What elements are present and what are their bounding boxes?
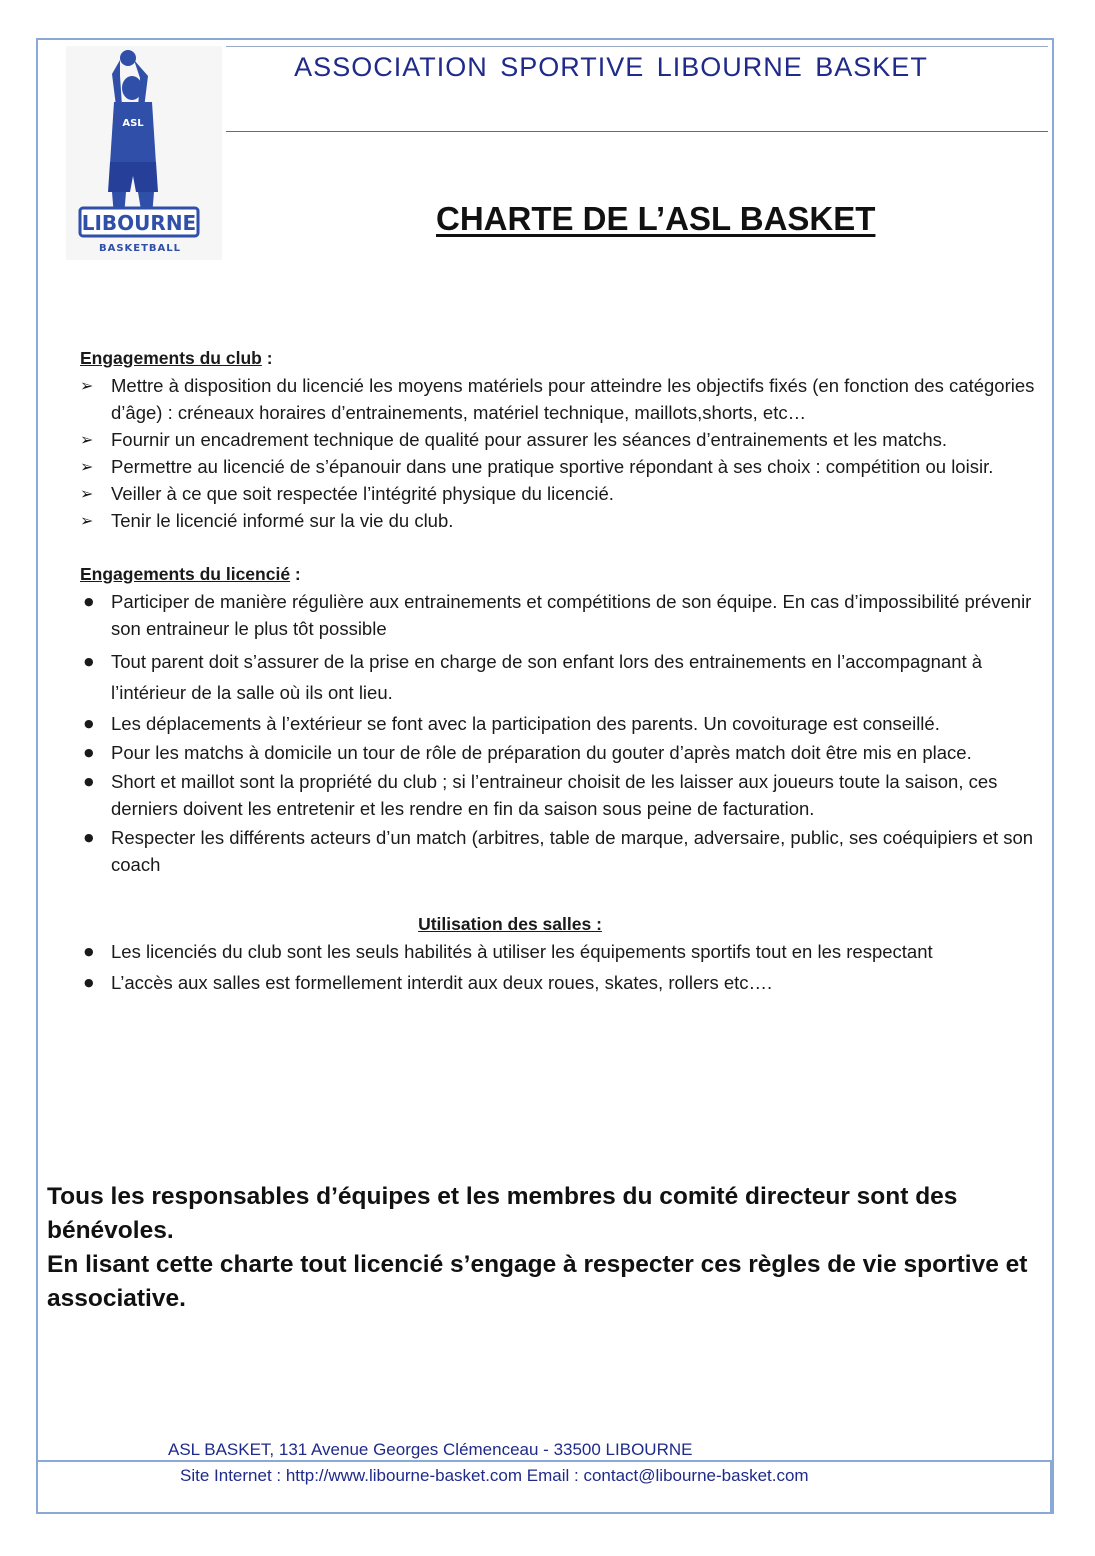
document-title: CHARTE DE L’ASL BASKET (436, 200, 876, 237)
closing-line-volunteers: Tous les responsables d’équipes et les membres du comité directeur sont des bénévoles. (47, 1183, 958, 1244)
member-engagements-heading: Engagements du licencié : (80, 564, 301, 584)
header-rule-bottom (226, 131, 1048, 132)
halls-usage-list (80, 938, 1055, 996)
list-item: ● L’accès aux salles est formellement interdit aux deux roues, skates, rollers etc…. (80, 969, 1055, 996)
association-name: ASSOCIATION SPORTIVE LIBOURNE BASKET (294, 52, 928, 82)
closing-statement (47, 1180, 1047, 1316)
list-item: ● Short et maillot sont la propriété du club ; si l’entraineur choisit de les laisser aux joueurs toute la saison, ces derniers doivent les entretenir et les rendre en fin da saison sous peine de facturation. (80, 768, 1055, 822)
list-item: ➢ Veiller à ce que soit respectée l’intégrité physique du licencié. (80, 480, 1055, 507)
svg-text:ASL: ASL (122, 118, 144, 129)
footer-address: ASL BASKET, 131 Avenue Georges Clémenceau - 33500 LIBOURNE (168, 1440, 693, 1459)
list-item: ➢ Permettre au licencié de s’épanouir dans une pratique sportive répondant à ses choix : compétition ou loisir. (80, 453, 1055, 480)
header-rule-top (226, 46, 1048, 47)
list-item: ● Participer de manière régulière aux entrainements et compétitions de son équipe. En cas d’impossibilité prévenir son entraineur le plus tôt possible (80, 588, 1055, 642)
club-logo (66, 46, 222, 260)
closing-line-commitment: En lisant cette charte tout licencié s’engage à respecter ces règles de vie sportive et associative. (47, 1251, 1028, 1312)
list-item: ➢ Fournir un encadrement technique de qualité pour assurer les séances d’entrainements et les matchs. (80, 426, 1055, 453)
footer-contact: Site Internet : http://www.libourne-basket.com Email : contact@libourne-basket.com (180, 1466, 809, 1485)
halls-usage-heading: Utilisation des salles : (418, 914, 602, 934)
charter-content (80, 345, 1055, 996)
list-item: ● Pour les matchs à domicile un tour de rôle de préparation du gouter d’après match doit être mis en place. (80, 739, 1055, 766)
list-item: ● Les déplacements à l’extérieur se font avec la participation des parents. Un covoiturage est conseillé. (80, 710, 1055, 737)
svg-text:BASKETBALL: BASKETBALL (98, 243, 182, 254)
list-item: ● Tout parent doit s’assurer de la prise en charge de son enfant lors des entrainements en l’accompagnant à l’intérieur de la salle où ils ont lieu. (80, 646, 1055, 708)
list-item: ➢ Mettre à disposition du licencié les moyens matériels pour atteindre les objectifs fixés (en fonction des catégories d’âge) : créneaux horaires d’entrainements, matériel technique, maillots,shorts, etc… (80, 372, 1055, 426)
club-engagements-heading: Engagements du club : (80, 348, 273, 368)
list-item: ● Les licenciés du club sont les seuls habilités à utiliser les équipements sportifs tout en les respectant (80, 938, 1055, 965)
list-item: ● Respecter les différents acteurs d’un match (arbitres, table de marque, adversaire, public, ses coéquipiers et son coach (80, 824, 1055, 878)
list-item: ➢ Tenir le licencié informé sur la vie du club. (80, 507, 1055, 534)
member-engagements-list (80, 588, 1055, 878)
club-engagements-list (80, 372, 1055, 534)
svg-text:LIBOURNE: LIBOURNE (81, 211, 197, 235)
basketball-player-icon (66, 46, 222, 260)
